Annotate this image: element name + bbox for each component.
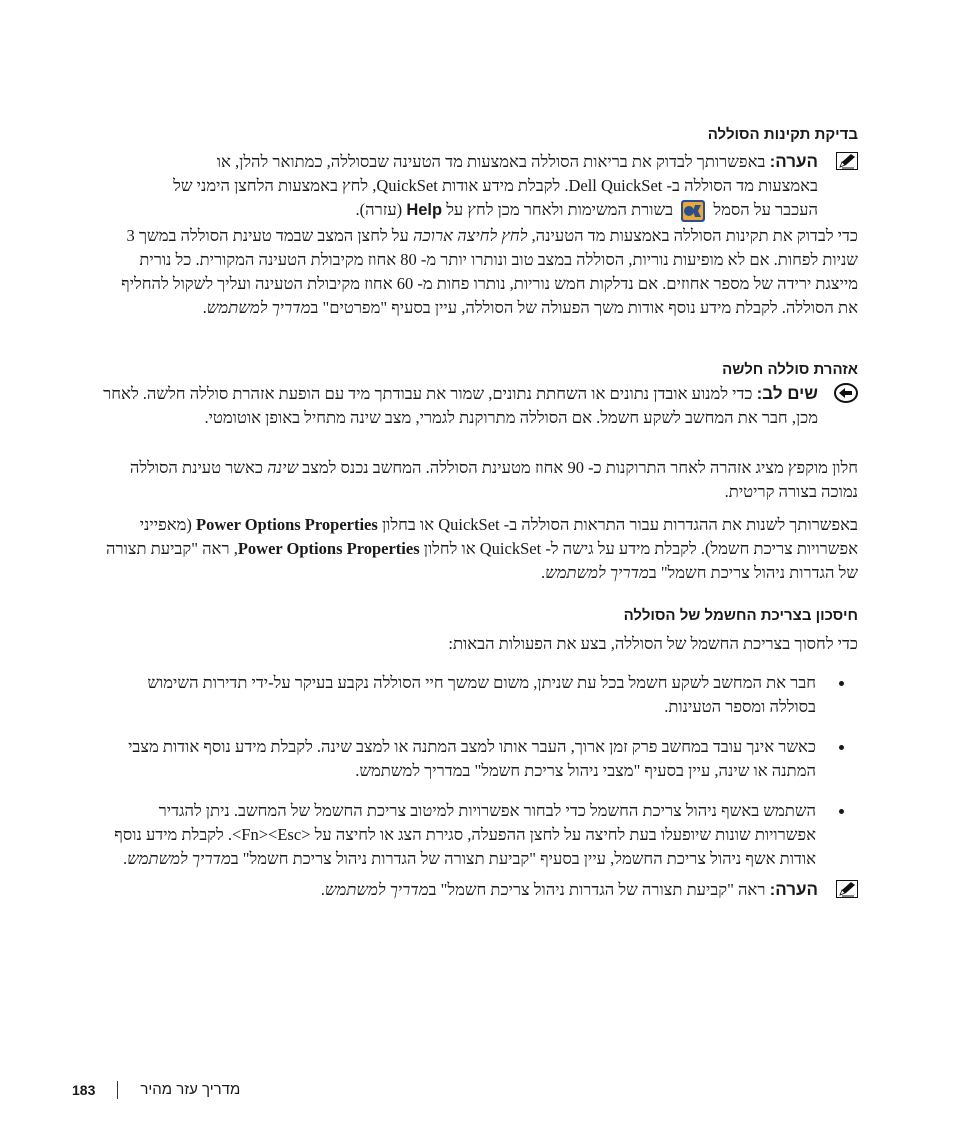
guide-ref: מדריך למשתמש: [206, 298, 311, 317]
footer-divider: [117, 1081, 118, 1099]
bullet-list: [98, 671, 858, 887]
guide-ref: מדריך למשתמש: [127, 849, 231, 868]
power-options-ref-2: Power Options Properties: [237, 539, 420, 558]
note-line-3b: בשורת המשימות ולאחר מכן לחץ על: [446, 200, 674, 219]
caution-arrow-icon: [834, 383, 858, 403]
para-italic: שינה: [267, 458, 299, 477]
note-line-3c: (עזרה).: [355, 200, 403, 219]
page-number: 183: [72, 1082, 96, 1098]
para-end: .: [202, 298, 207, 317]
note-line-1: באפשרותך לבדוק את בריאות הסוללה באמצעות מד הטעינה שבסוללה, כמתואר להלן, או: [216, 152, 766, 171]
note-line-2: באמצעות מד הסוללה ב- Dell QuickSet. לקבלת מידע אודות QuickSet, לחץ באמצעות הלחצן הימני של: [173, 176, 818, 195]
footer-title: מדריך עזר מהיר: [140, 1081, 241, 1098]
note-label: הערה:: [769, 152, 818, 171]
para-text-end: כאשר טעינת הסוללה נמוכה בצורה קריטית.: [129, 458, 858, 501]
caution-text: כדי למנוע אובדן נתונים או השחתת נתונים, שמור את עבודתך מיד עם הופעת אזהרת סוללה חלשה. לאחר מכן, חבר את המחשב לשקע חשמל. אם הסוללה מתרוקנת לגמרי, מצב שינה מתחיל באופן אוטומטי.: [103, 384, 818, 427]
para-text: באפשרותך לשנות את ההגדרות עבור התראות הסוללה ב- QuickSet או בחלון: [381, 515, 858, 534]
para-text-mid: על לחצן המצב שבמד טעינת הסוללה במשך 3 שניות לפחות. אם לא מופיעות נוריות, הסוללה במצב טוב ונותרו יותר מ- 80 אחוז מקיבולת הטעינה המקורית. כל נורית מייצגת ירידה של מספר אחוזים. אם נדלקות חמש נוריות, נותרו פחות מ- 60 אחוז מקיבולת הטעינה ועליך לשקול להחליף את הסוללה. לקבלת מידע נוסף אודות משך הפעולה של הסוללה, עיין בסעיף "מפרטים" ב: [121, 226, 858, 317]
note-end: .: [320, 880, 325, 899]
paragraph-low-battery-popup: [98, 456, 858, 504]
guide-ref: מדריך למשתמש: [545, 563, 649, 582]
paragraph-battery-check: [98, 224, 858, 320]
para-text-b: (מאפייני אפשרויות צריכת חשמל). לקבלת מידע על גישה ל- QuickSet או לחלון: [139, 515, 858, 558]
page-footer: [72, 1078, 240, 1102]
note-power-config: [98, 878, 858, 902]
list-item-end: .: [122, 849, 128, 868]
heading-battery-health: בדיקת תקינות הסוללה: [707, 126, 858, 143]
para-text: חלון מוקפץ מציג אזהרה לאחר התרוקנות כ- 90 אחוז מטעינת הסוללה. המחשב נכנס למצב: [302, 458, 858, 477]
caution-label: שים לב:: [756, 384, 818, 403]
power-options-ref: Power Options Properties: [196, 515, 378, 534]
help-word: Help: [406, 201, 443, 219]
bullet-dot: [839, 745, 844, 750]
note-battery-health: [98, 150, 858, 223]
list-item-text: חבר את המחשב לשקע חשמל בכל עת שניתן, משום שמשך חיי הסוללה נקבע בעיקר על-ידי תדירות השימוש בסוללה ומספר הטעינות.: [147, 673, 816, 716]
paragraph-conserve-intro: [98, 632, 858, 656]
heading-conserve-power: חיסכון בצריכת החשמל של הסוללה: [623, 607, 858, 624]
para-text-c: , ראה "קביעת תצורה של הגדרות ניהול צריכת חשמל" ב: [106, 539, 858, 582]
list-item-text: כאשר אינך עובד במחשב פרק זמן ארוך, העבר אותו למצב המתנה או למצב שינה. לקבלת מידע נוסף אודות מצבי המתנה או שינה, עיין בסעיף "מצבי ניהול צריכת חשמל" במדריך למשתמש.: [128, 737, 816, 780]
para-text: כדי לבדוק את תקינות הסוללה באמצעות מד הטעינה,: [531, 226, 858, 245]
caution-low-battery: [98, 382, 858, 430]
note-pencil-icon: [836, 152, 858, 170]
guide-ref: מדריך למשתמש: [324, 880, 429, 899]
para-italic: לחץ לחיצה ארוכה: [413, 226, 528, 245]
bullet-dot: [839, 809, 844, 814]
heading-low-battery: אזהרת סוללה חלשה: [722, 361, 858, 378]
quickset-tray-icon: [680, 199, 706, 223]
bullet-dot: [839, 681, 844, 686]
list-item: [98, 735, 858, 783]
paragraph-battery-alarms: [98, 513, 858, 585]
note-text: ראה "קביעת תצורה של הגדרות ניהול צריכת חשמל" ב: [428, 880, 766, 899]
note-pencil-icon: [836, 880, 858, 898]
note-label: הערה:: [769, 880, 818, 899]
note-line-3a: העכבר על הסמל: [713, 200, 818, 219]
para-end: .: [540, 563, 546, 582]
list-item-text: השתמש באשף ניהול צריכת החשמל כדי לבחור אפשרויות למיטוב צריכת החשמל של המחשב. ניתן להגדיר אפשרויות שונות שיופעלו בעת לחיצה על לחצן ההפעלה, סגירת הצג או לחיצה על <Fn><Esc>. לקבלת מידע נוסף אודות אשף ניהול צריכת החשמל, עיין בסעיף "קביעת תצורה של הגדרות ניהול צריכת חשמל" ב: [114, 801, 816, 868]
list-item: [98, 799, 858, 871]
intro-text: כדי לחסוך בצריכת החשמל של הסוללה, בצע את הפעולות הבאות:: [448, 634, 858, 653]
list-item: [98, 671, 858, 719]
